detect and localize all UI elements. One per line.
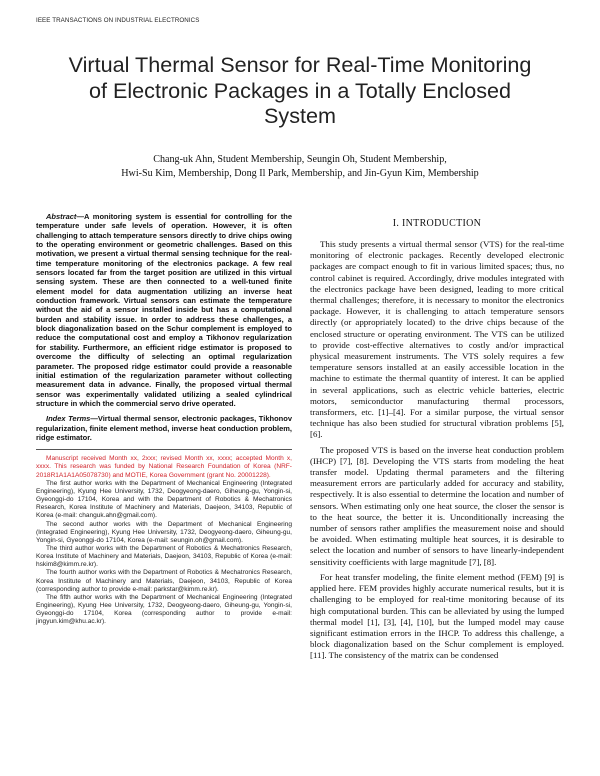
title-line: System bbox=[264, 103, 336, 128]
manuscript-note: Manuscript received Month xx, 2xxx; revised Month xx, xxxx; accepted Month x, xxxx. This research was funded by National Research Foundation of Korea (NRF-2018R1A1A1A05078730) and MOTIE, Korea Government (grant No. 20001228). bbox=[36, 455, 292, 479]
author-affiliation: The fifth author works with the Department of Mechanical Engineering (Integrated Engineering), Kyung Hee University, 1732, Deogyeong-daero, Giheung-gu, Yongin-si, Gyeonggi-do 17104, Korea (corresponding author to provide e-mail: jingyun.kim@khu.ac.kr). bbox=[36, 593, 292, 626]
author-affiliation: The first author works with the Department of Mechanical Engineering (Integrated Engineering), Kyung Hee University, 1732, Deogyeong-daero, Giheung-gu, Yongin-si, Gyeonggi-do 17104, Korea and with the Department of Robotics & Mechatronics Research, Korea Institute of Machinery and Materials, Daejeon, 34103, Republic of Korea (e-mail: changuk.ahn@gmail.com). bbox=[36, 479, 292, 520]
title-line: of Electronic Packages in a Totally Enclosed bbox=[88, 77, 512, 103]
left-column bbox=[36, 212, 292, 627]
section-heading: I. INTRODUCTION bbox=[392, 218, 482, 229]
title-line: Virtual Thermal Sensor for Real-Time Monitoring bbox=[68, 52, 532, 77]
author-affiliation: The third author works with the Department of Robotics & Mechatronics Research, Korea Institute of Machinery and Materials, Daejeon, 34103, Republic of Korea (e-mail: hskim8@kimm.re.kr). bbox=[36, 544, 292, 569]
index-terms bbox=[36, 414, 292, 442]
author-affiliation: The fourth author works with the Department of Robotics & Mechatronics Research, Korea Institute of Machinery and Materials, Daejeon, 34103, Republic of Korea (corresponding author to provide e-mail: parkstar@kimm.re.kr). bbox=[36, 569, 292, 593]
author-affiliation: The second author works with the Department of Mechanical Engineering (Integrated Engineering), Kyung Hee University, 1732, Deogyeong-daero, Giheung-gu, Yongin-si, Gyeonggi-do 17104, Korea (e-mail: seungin.oh@gmail.com). bbox=[36, 520, 292, 544]
author-list bbox=[20, 153, 580, 180]
paper-title bbox=[20, 52, 580, 129]
footnote-divider bbox=[36, 449, 292, 450]
abstract-lead: Abstract bbox=[46, 212, 77, 221]
author-line: Chang-uk Ahn, Student Membership, Seungin Oh, Student Membership, bbox=[153, 154, 447, 165]
body-paragraph: For heat transfer modeling, the finite element method (FEM) [9] is applied here. FEM provides highly accurate numerical results, but it is challenging to be employed for real-time monitoring because of its high computational burden. This can be alleviated by using the lumped thermal model [1], [3], [4], [10], but the lumped model may cause significant estimation errors in the IHCP. To address this challenge, a block diagonalization based on the Schur complement is employed. [11]. The consistency of the matrix can be condensed bbox=[310, 571, 564, 661]
abstract-text: —A monitoring system is essential for controlling for the temperature under safe levels of operation. However, it is often challenging to attach temperature sensors directly to drive chips owing to the operating environment or geometric challenges. Based on this motivation, we present a virtual thermal sensing technique for the real-time temperature monitoring of the electronics package. A few real sensors located far from the target position are utilized in this virtual sensing system. These are then connected to a well-tuned finite element model for data augmentation utilizing an inverse heat conduction framework. Virtual sensors can estimate the temperature without the aid of a sensor installed inside but has a computational burden and stability issue. In order to address these challenges, a block diagonalization based on the Schur complement is employed to reduce the computational cost and employ a Tikhonov regularization for stability. Furthermore, an efficient ridge estimator is proposed to overcome the difficulty of selecting an optimal regularization parameter. The proposed ridge estimator could provide a reasonable initial estimation of the regularization parameter without collecting measurement data in advance. Finally, the proposed virtual thermal sensor was experimentally validated utilizing a sealed cylindrical structure in which the commercial servo drive operated. bbox=[36, 212, 292, 408]
body-paragraph: The proposed VTS is based on the inverse heat conduction problem (IHCP) [7], [8]. Developing the VTS starts from modeling the heat transfer model. Updating thermal parameters and the filtering measurement errors are particularly added for accuracy and stability, respectively. It is also essential to determine the location and number of sensors. When estimating only one heat source, the closer the sensor is to the heat source, the better it is. Unconditionally increasing the number of sensors rather amplifies the measurement noise and should be avoided. When estimating multiple heat sources, it is desirable to select the location and number of sensors to have linearly-independent sensitivity coefficients with large magnitude [7], [8]. bbox=[310, 444, 564, 567]
index-terms-text: —Virtual thermal sensor, electronic packages, Tikhonov regularization, finite element method, inverse heat conduction problem, ridge estimator. bbox=[36, 414, 292, 442]
body-paragraph: This study presents a virtual thermal sensor (VTS) for the real-time monitoring of electronic packages. Recently developed electronic packages are compact enough to fit in various limited spaces; thus, no control cabinet is required. Accordingly, drive modules integrated with the electronics package have been designed, leading to more critical thermal challenges; therefore, it is necessary to monitor the electronics package. However, it is challenging to attach temperature sensors directly (or appropriately located) to the drive chips because of the enclosed structure or operating environment. The VTS can be utilized to provide cost-effective alternatives to costly and/or impractical physical measurement instruments. The VTS solely requires a few temperature sensors installed at an easily accessible location in the machine to estimate the thermal quantity of interest. It can be applied in several applications, such as electric vehicle batteries, electric motors, semiconductor manufacturing thermal processors, transformers, etc. [1]–[4]. For a similar purpose, the virtual sensor technique has also been studied for structural vibration problems [5], [6]. bbox=[310, 239, 564, 440]
author-line: Hwi-Su Kim, Membership, Dong Il Park, Membership, and Jin-Gyun Kim, Membership bbox=[121, 167, 479, 179]
right-column bbox=[310, 212, 564, 662]
index-terms-lead: Index Terms bbox=[46, 414, 91, 424]
abstract bbox=[36, 212, 292, 408]
running-header: IEEE TRANSACTIONS ON INDUSTRIAL ELECTRONICS bbox=[36, 17, 200, 24]
